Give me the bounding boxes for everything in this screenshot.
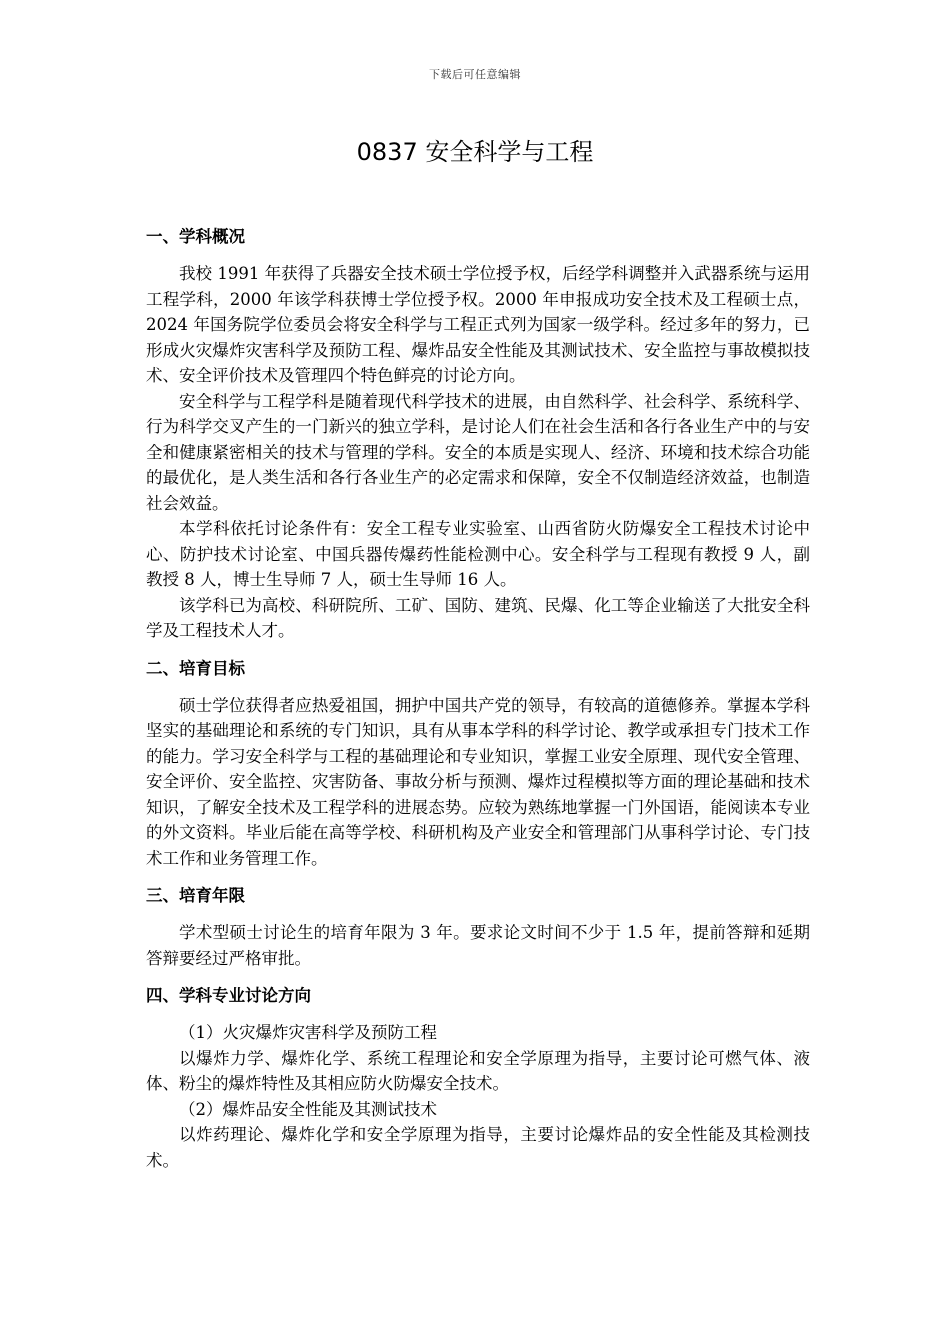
section-duration xyxy=(146,884,810,971)
section-heading: 二、培育目标 xyxy=(146,658,245,678)
section-heading: 三、培育年限 xyxy=(146,886,245,905)
document-body xyxy=(146,225,810,1186)
paragraph: 以炸药理论、爆炸化学和安全学原理为指导，主要讨论爆炸品的安全性能及其检测技术。 xyxy=(146,1125,810,1170)
section-heading: 四、学科专业讨论方向 xyxy=(146,986,311,1005)
section-research-directions xyxy=(146,984,810,1173)
paragraph: 该学科已为高校、科研院所、工矿、国防、建筑、民爆、化工等企业输送了大批安全科学及工程技术人才。 xyxy=(146,595,810,640)
direction-subheading: （2）爆炸品安全性能及其测试技术 xyxy=(179,1099,437,1119)
section-heading: 一、学科概况 xyxy=(146,227,245,246)
section-training-goal xyxy=(146,657,810,872)
direction-subheading: （1）火灾爆炸灾害科学及预防工程 xyxy=(179,1023,437,1042)
paragraph: 我校 1991 年获得了兵器安全技术硕士学位授予权，后经学科调整并入武器系统与运用工程学科，2000 年该学科获博士学位授予权。2000 年申报成功安全技术及工程硕士点，2024 年国务院学位委员会将安全科学与工程正式列为国家一级学科。经过多年的努力，已形成火灾爆炸灾害科学及预防工程、爆炸品安全性能及其测试技术、安全监控与事故模拟技术、安全评价技术及管理四个特色鲜亮的讨论方向。 xyxy=(146,264,810,385)
paragraph: 本学科依托讨论条件有：安全工程专业实验室、山西省防火防爆安全工程技术讨论中心、防护技术讨论室、中国兵器传爆药性能检测中心。安全科学与工程现有教授 9 人，副教授 8 人，博士生导师 7 人，硕士生导师 16 人。 xyxy=(146,519,810,589)
paragraph: 硕士学位获得者应热爱祖国，拥护中国共产党的领导，有较高的道德修养。掌握本学科坚实的基础理论和系统的专门知识，具有从事本学科的科学讨论、教学或承担专门技术工作的能力。学习安全科学与工程的基础理论和专业知识，掌握工业安全原理、现代安全管理、安全评价、安全监控、灾害防备、事故分析与预测、爆炸过程模拟等方面的理论基础和技术知识，了解安全技术及工程学科的进展态势。应较为熟练地掌握一门外国语，能阅读本专业的外文资料。毕业后能在高等学校、科研机构及产业安全和管理部门从事科学讨论、专门技术工作和业务管理工作。 xyxy=(146,695,810,868)
paragraph: 学术型硕士讨论生的培育年限为 3 年。要求论文时间不少于 1.5 年，提前答辩和延期答辩要经过严格审批。 xyxy=(146,923,810,968)
document-title: 0837 安全科学与工程 xyxy=(356,138,594,166)
paragraph: 安全科学与工程学科是随着现代科学技术的进展，由自然科学、社会科学、系统科学、行为科学交叉产生的一门新兴的独立学科，是讨论人们在社会生活和各行各业生产中的与安全和健康紧密相关的技术与管理的学科。安全的本质是实现人、经济、环境和技术综合功能的最优化，是人类生活和各行各业生产的必定需求和保障，安全不仅制造经济效益，也制造社会效益。 xyxy=(146,391,810,513)
paragraph: 以爆炸力学、爆炸化学、系统工程理论和安全学原理为指导，主要讨论可燃气体、液体、粉尘的爆炸特性及其相应防火防爆安全技术。 xyxy=(146,1048,810,1093)
header-note: 下载后可任意编辑 xyxy=(429,68,521,81)
section-overview xyxy=(146,225,810,644)
